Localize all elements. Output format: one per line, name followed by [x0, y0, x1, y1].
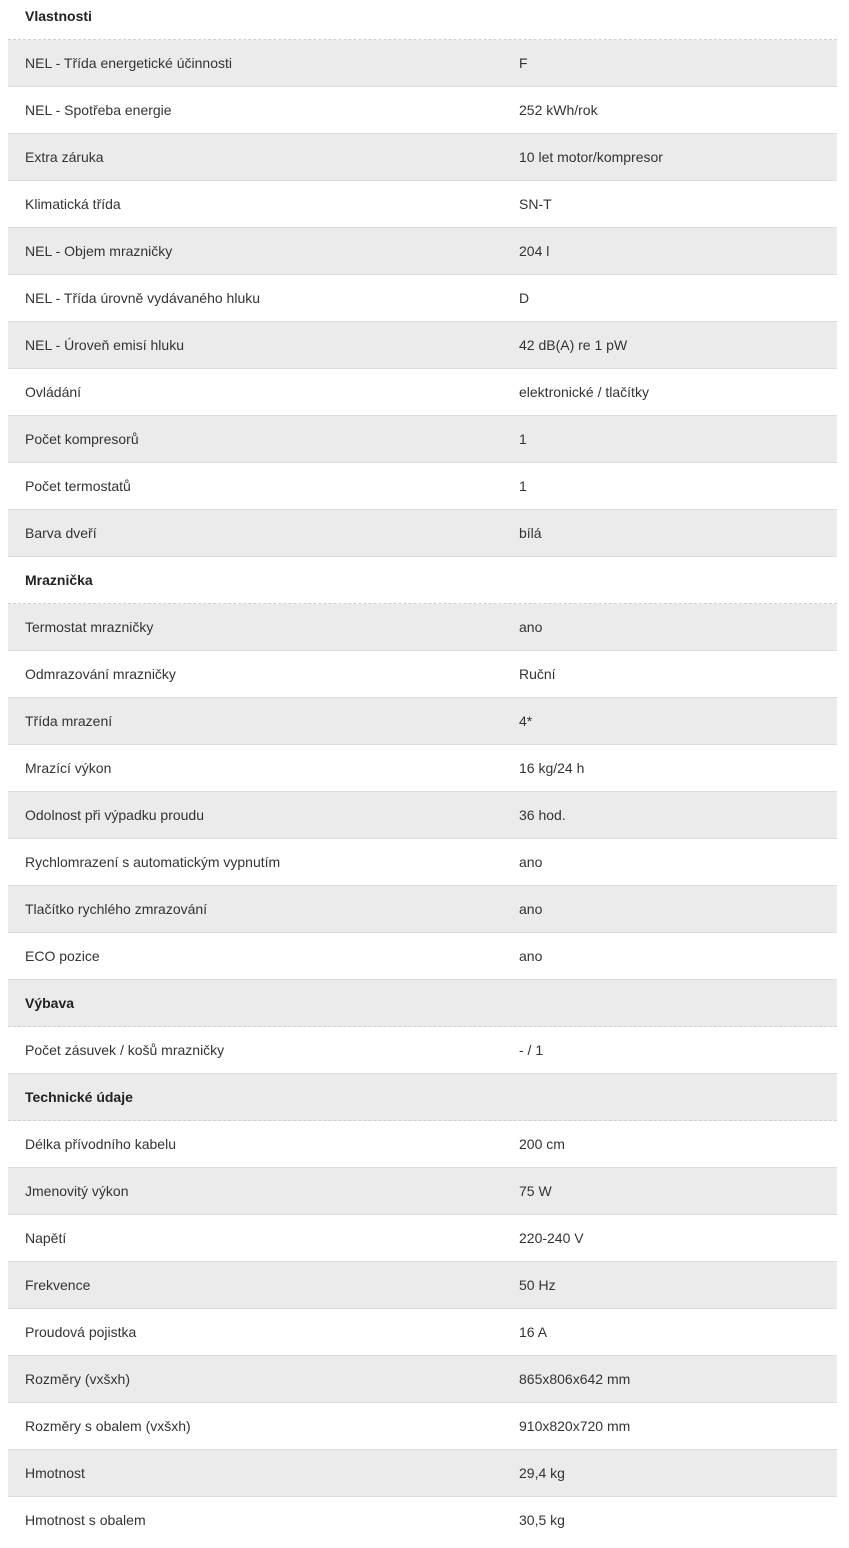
section-title: Technické údaje — [25, 1089, 133, 1105]
spec-label: Hmotnost — [25, 1465, 85, 1481]
table-row — [8, 275, 837, 322]
spec-value: ano — [519, 619, 543, 635]
spec-label: ECO pozice — [25, 948, 100, 964]
spec-label: Mrazící výkon — [25, 760, 112, 776]
table-row — [8, 1403, 837, 1450]
spec-label: Rozměry s obalem (vxšxh) — [25, 1418, 191, 1434]
table-row — [8, 1356, 837, 1403]
table-row — [8, 40, 837, 87]
section-header-vlastnosti — [8, 0, 837, 40]
spec-value: ano — [519, 854, 543, 870]
spec-label: Odmrazování mrazničky — [25, 666, 176, 682]
table-row — [8, 369, 837, 416]
table-row — [8, 1309, 837, 1356]
spec-label: Tlačítko rychlého zmrazování — [25, 901, 208, 917]
table-row — [8, 463, 837, 510]
table-row — [8, 933, 837, 980]
table-row — [8, 87, 837, 134]
table-row — [8, 1027, 837, 1074]
section-title: Mraznička — [25, 572, 93, 588]
table-row — [8, 745, 837, 792]
table-row — [8, 1121, 837, 1168]
spec-value: 910x820x720 mm — [519, 1418, 631, 1434]
table-row — [8, 322, 837, 369]
spec-value: ano — [519, 948, 543, 964]
table-row — [8, 792, 837, 839]
table-row — [8, 510, 837, 557]
spec-label: NEL - Objem mrazničky — [25, 243, 173, 259]
spec-table — [8, 0, 837, 1543]
table-row — [8, 1450, 837, 1497]
table-row — [8, 651, 837, 698]
spec-value: F — [519, 55, 528, 71]
table-row — [8, 134, 837, 181]
section-title: Výbava — [25, 995, 75, 1011]
table-row — [8, 1168, 837, 1215]
spec-label: NEL - Úroveň emisí hluku — [25, 337, 184, 353]
spec-label: Frekvence — [25, 1277, 91, 1293]
spec-value: 220-240 V — [519, 1230, 584, 1246]
table-row — [8, 886, 837, 933]
table-row — [8, 1262, 837, 1309]
spec-value: 16 kg/24 h — [519, 760, 585, 776]
spec-label: Rozměry (vxšxh) — [25, 1371, 131, 1387]
spec-value: 204 l — [519, 243, 550, 259]
spec-label: Počet kompresorů — [25, 431, 139, 447]
spec-label: Odolnost při výpadku proudu — [25, 807, 204, 823]
section-title: Vlastnosti — [25, 8, 92, 24]
spec-label: Klimatická třída — [25, 196, 121, 212]
table-row — [8, 698, 837, 745]
spec-label: Rychlomrazení s automatickým vypnutím — [25, 854, 281, 870]
spec-value: 1 — [519, 431, 527, 447]
table-row — [8, 604, 837, 651]
spec-value: 30,5 kg — [519, 1512, 565, 1528]
spec-value: 200 cm — [519, 1136, 565, 1152]
spec-value: bílá — [519, 525, 542, 541]
table-row — [8, 839, 837, 886]
spec-value: 1 — [519, 478, 527, 494]
spec-value: elektronické / tlačítky — [519, 384, 649, 400]
spec-label: Délka přívodního kabelu — [25, 1136, 176, 1152]
spec-value: 4* — [519, 713, 533, 729]
section-header-technicke-udaje — [8, 1074, 837, 1121]
section-header-vybava — [8, 980, 837, 1027]
spec-value: ano — [519, 901, 543, 917]
spec-label: Barva dveří — [25, 525, 97, 541]
spec-value: 50 Hz — [519, 1277, 556, 1293]
spec-label: Třída mrazení — [25, 713, 113, 729]
table-row — [8, 181, 837, 228]
spec-label: Termostat mrazničky — [25, 619, 154, 635]
table-row — [8, 1497, 837, 1543]
spec-value: 252 kWh/rok — [519, 102, 598, 118]
spec-value: 36 hod. — [519, 807, 566, 823]
table-row — [8, 416, 837, 463]
spec-label: NEL - Třída úrovně vydávaného hluku — [25, 290, 261, 306]
spec-label: Počet zásuvek / košů mrazničky — [25, 1042, 225, 1058]
spec-value: SN-T — [519, 196, 552, 212]
spec-value: 865x806x642 mm — [519, 1371, 631, 1387]
spec-value: 16 A — [519, 1324, 548, 1340]
spec-label: Extra záruka — [25, 149, 104, 165]
spec-label: Napětí — [25, 1230, 67, 1246]
spec-label: Hmotnost s obalem — [25, 1512, 146, 1528]
spec-label: Proudová pojistka — [25, 1324, 137, 1340]
spec-label: Počet termostatů — [25, 478, 131, 494]
spec-value: 42 dB(A) re 1 pW — [519, 337, 628, 353]
section-header-mraznicka — [8, 557, 837, 604]
spec-value: 75 W — [519, 1183, 552, 1199]
table-row — [8, 1215, 837, 1262]
spec-label: Jmenovitý výkon — [25, 1183, 129, 1199]
spec-label: NEL - Spotřeba energie — [25, 102, 172, 118]
spec-value: - / 1 — [519, 1042, 544, 1058]
spec-label: Ovládání — [25, 384, 82, 400]
table-row — [8, 228, 837, 275]
spec-value: 29,4 kg — [519, 1465, 565, 1481]
spec-value: Ruční — [519, 666, 556, 682]
spec-value: D — [519, 290, 530, 306]
spec-label: NEL - Třída energetické účinnosti — [25, 55, 232, 71]
spec-value: 10 let motor/kompresor — [519, 149, 663, 165]
